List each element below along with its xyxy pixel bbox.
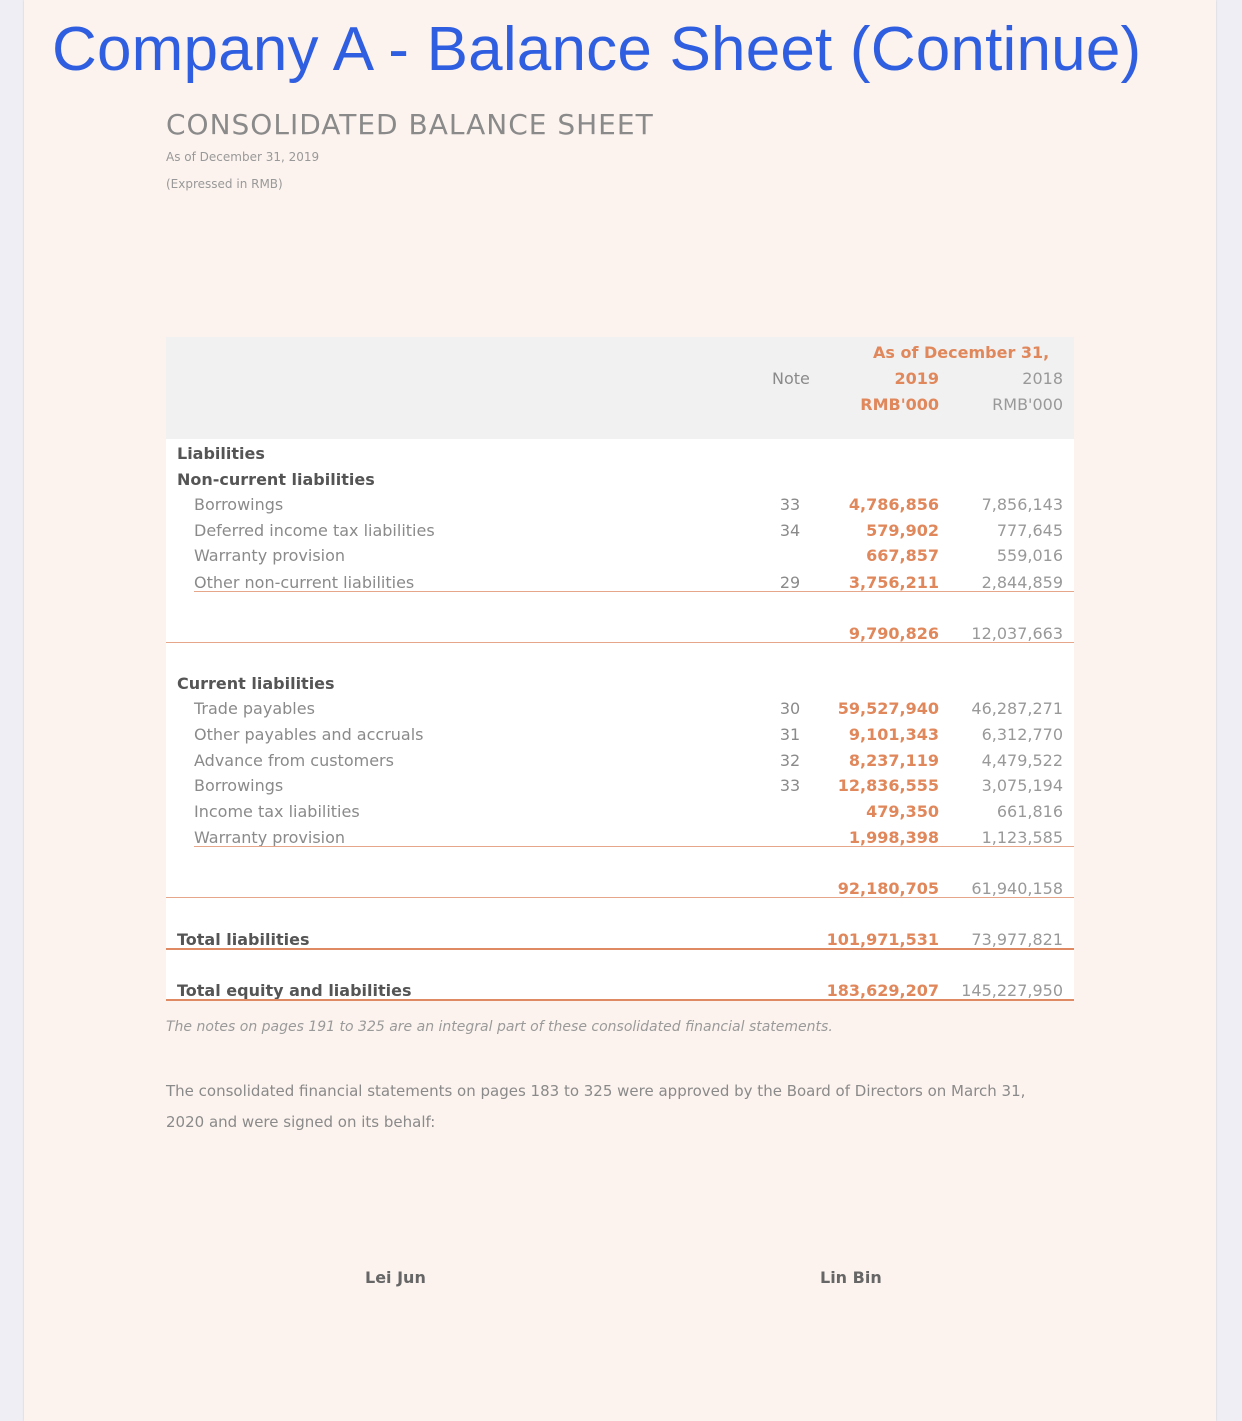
signatory-name: Lei Jun — [365, 1268, 426, 1287]
row-value-2019: 3,756,211 — [848, 573, 939, 592]
row-value-2018: 46,287,271 — [971, 699, 1063, 718]
total-liabilities-2019: 101,971,531 — [826, 930, 939, 949]
row-label: Deferred income tax liabilities — [194, 521, 435, 540]
row-value-2019: 9,101,343 — [848, 725, 939, 744]
header-note: Note — [772, 369, 810, 388]
non-current-subtotal-2018: 12,037,663 — [971, 624, 1063, 643]
row-value-2018: 3,075,194 — [981, 776, 1063, 795]
divider — [194, 591, 1074, 592]
divider — [166, 897, 1074, 898]
row-value-2019: 4,786,856 — [848, 495, 939, 514]
total-liabilities-label: Total liabilities — [177, 930, 310, 949]
divider — [194, 846, 1074, 847]
row-value-2019: 12,836,555 — [837, 776, 939, 795]
row-note: 29 — [779, 573, 801, 592]
row-note: 32 — [779, 751, 801, 770]
row-label: Other non-current liabilities — [194, 573, 415, 592]
header-year-2018: 2018 — [1022, 369, 1063, 388]
row-value-2018: 777,645 — [996, 521, 1063, 540]
total-liabilities-2018: 73,977,821 — [971, 930, 1063, 949]
as-of-date: As of December 31, 2019 — [166, 150, 320, 164]
current-subtotal-2019: 92,180,705 — [837, 879, 939, 898]
divider — [166, 999, 1074, 1001]
header-period: As of December 31, — [873, 343, 1050, 362]
total-equity-liabilities-2018: 145,227,950 — [961, 981, 1063, 1000]
row-label: Borrowings — [194, 776, 284, 795]
row-value-2018: 1,123,585 — [981, 828, 1063, 847]
footnote: The notes on pages 191 to 325 are an integral part of these consolidated financial statements. — [166, 1019, 833, 1035]
row-value-2019: 8,237,119 — [848, 751, 939, 770]
approval-statement: The consolidated financial statements on pages 183 to 325 were approved by the Board of Directors on March 31, 2020 and were signed on its behalf: — [166, 1082, 1026, 1131]
row-label: Income tax liabilities — [194, 802, 360, 821]
row-label: Borrowings — [194, 495, 284, 514]
row-label: Warranty provision — [194, 546, 346, 565]
document-title: CONSOLIDATED BALANCE SHEET — [166, 108, 654, 141]
row-label: Warranty provision — [194, 828, 346, 847]
total-equity-liabilities-label: Total equity and liabilities — [177, 981, 412, 1000]
non-current-heading: Non-current liabilities — [177, 470, 375, 489]
row-value-2018: 2,844,859 — [981, 573, 1063, 592]
row-value-2019: 1,998,398 — [848, 828, 939, 847]
row-value-2019: 59,527,940 — [837, 699, 939, 718]
row-note: 31 — [779, 725, 801, 744]
current-subtotal-2018: 61,940,158 — [971, 879, 1063, 898]
row-label: Advance from customers — [194, 751, 394, 770]
header-year-2019: 2019 — [894, 369, 939, 388]
row-value-2018: 6,312,770 — [981, 725, 1063, 744]
overlay-title: Company A - Balance Sheet (Continue) — [52, 15, 1142, 84]
liabilities-heading: Liabilities — [177, 444, 265, 463]
currency-note: (Expressed in RMB) — [166, 177, 283, 191]
row-label: Other payables and accruals — [194, 725, 424, 744]
row-value-2018: 7,856,143 — [981, 495, 1063, 514]
signatory-name: Lin Bin — [820, 1268, 882, 1287]
current-heading: Current liabilities — [177, 674, 335, 693]
non-current-subtotal-2019: 9,790,826 — [848, 624, 939, 643]
row-note: 33 — [779, 495, 801, 514]
row-value-2018: 4,479,522 — [981, 751, 1063, 770]
row-note: 33 — [779, 776, 801, 795]
row-label: Trade payables — [194, 699, 315, 718]
row-value-2018: 559,016 — [996, 546, 1063, 565]
row-value-2018: 661,816 — [996, 802, 1063, 821]
row-note: 30 — [779, 699, 801, 718]
total-equity-liabilities-2019: 183,629,207 — [826, 981, 939, 1000]
row-value-2019: 667,857 — [866, 546, 939, 565]
row-value-2019: 579,902 — [866, 521, 939, 540]
row-note: 34 — [779, 521, 801, 540]
header-unit-2019: RMB'000 — [860, 395, 939, 414]
row-value-2019: 479,350 — [866, 802, 939, 821]
divider — [166, 948, 1074, 950]
divider — [166, 642, 1074, 643]
header-unit-2018: RMB'000 — [992, 395, 1063, 414]
